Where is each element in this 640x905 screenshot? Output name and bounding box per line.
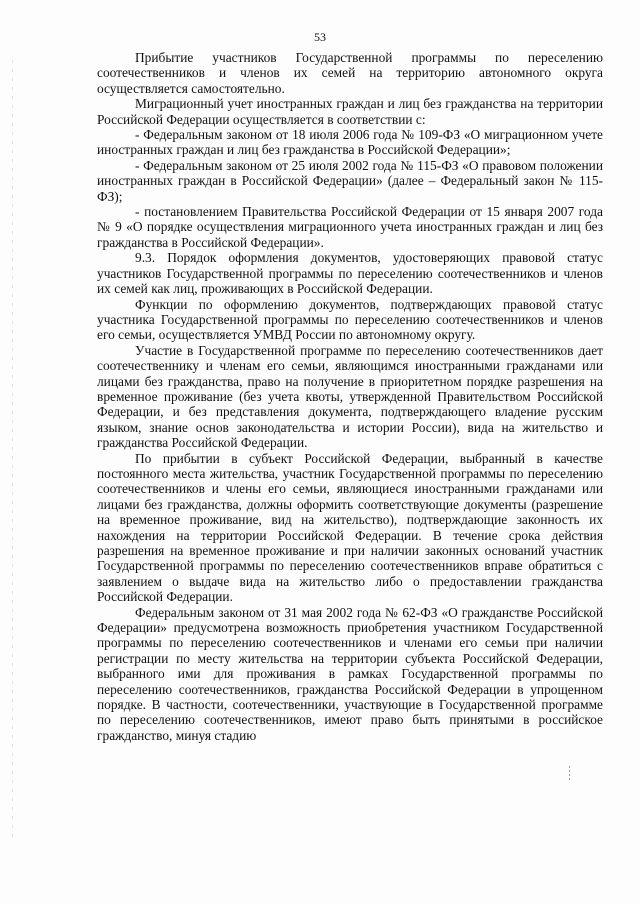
paragraph: Участие в Государственной программе по переселению соотечественников дает соотечественнику и членам его семьи, являющимся иностранными гражданами или лицами без гражданства, право на получение в приоритетном порядке разрешения на временное проживание (без учета квоты, утвержденной Правительством Российской Федерации, и без представления документа, подтверждающего владение русским языком, знание основ законодательства и истории России), вида на жительство и гражданства Российской Федерации. — [97, 342, 603, 451]
scan-edge-artifact — [12, 60, 13, 840]
paragraph: - Федеральным законом от 25 июля 2002 года № 115-ФЗ «О правовом положении иностранных граждан в Российской Федерации» (далее – Федеральный закон № 115-ФЗ); — [97, 157, 603, 204]
paragraph: Федеральным законом от 31 мая 2002 года № 62-ФЗ «О гражданстве Российской Федерации» предусмотрена возможность приобретения участником Государственной программы по переселению соотечественников и членами его семьи при наличии регистрации по месту жительства на территории субъекта Российской Федерации, выбранного ими для проживания в рамках Государственной программы по переселению соотечественников, гражданства Российской Федерации в упрощенном порядке. В частности, соотечественники, участвующие в Государственной программе по переселению соотечественников, имеют право быть принятыми в российское гражданство, минуя стадию — [97, 604, 603, 743]
paragraph: По прибытии в субъект Российской Федерации, выбранный в качестве постоянного места жительства, участник Государственной программы по переселению соотечественников и члены его семьи, являющиеся иностранными гражданами или лицами без гражданства, должны оформить соответствующие документы (разрешение на временное проживание, вид на жительство), подтверждающие законность их нахождения на территории Российской Федерации. В течение срока действия разрешения на временное проживание и при наличии законных оснований участник Государственной программы по переселению соотечественников вправе обратиться с заявлением о выдаче вида на жительство либо о предоставлении гражданства Российской Федерации. — [97, 450, 603, 605]
paragraph: Прибытие участников Государственной программы по переселению соотечественников и членов их семей на территорию автономного округа осуществляется самостоятельно. — [97, 50, 603, 96]
paragraph: Миграционный учет иностранных граждан и лиц без гражданства на территории Российской Федерации осуществляется в соответствии с: — [97, 96, 603, 127]
paragraph: - постановлением Правительства Российской Федерации от 15 января 2007 года № 9 «О порядке осуществления миграционного учета иностранных граждан и лиц без гражданства в Российской Федерации». — [97, 204, 603, 250]
section-heading-paragraph: 9.3. Порядок оформления документов, удостоверяющих правовой статус участников Государственной программы по переселению соотечественников и членов их семей как лиц, проживающих в Российской Федерации. — [97, 250, 603, 297]
paragraph: Функции по оформлению документов, подтверждающих правовой статус участника Государственной программы по переселению соотечественников и членов его семьи, осуществляется УМВД России по автономному округу. — [97, 296, 603, 343]
scan-mark-artifact — [569, 766, 570, 780]
document-body — [97, 50, 603, 743]
paragraph: - Федеральным законом от 18 июля 2006 года № 109-ФЗ «О миграционном учете иностранных граждан и лиц без гражданства в Российской Федерации»; — [97, 127, 603, 158]
page-number: 53 — [314, 30, 326, 44]
